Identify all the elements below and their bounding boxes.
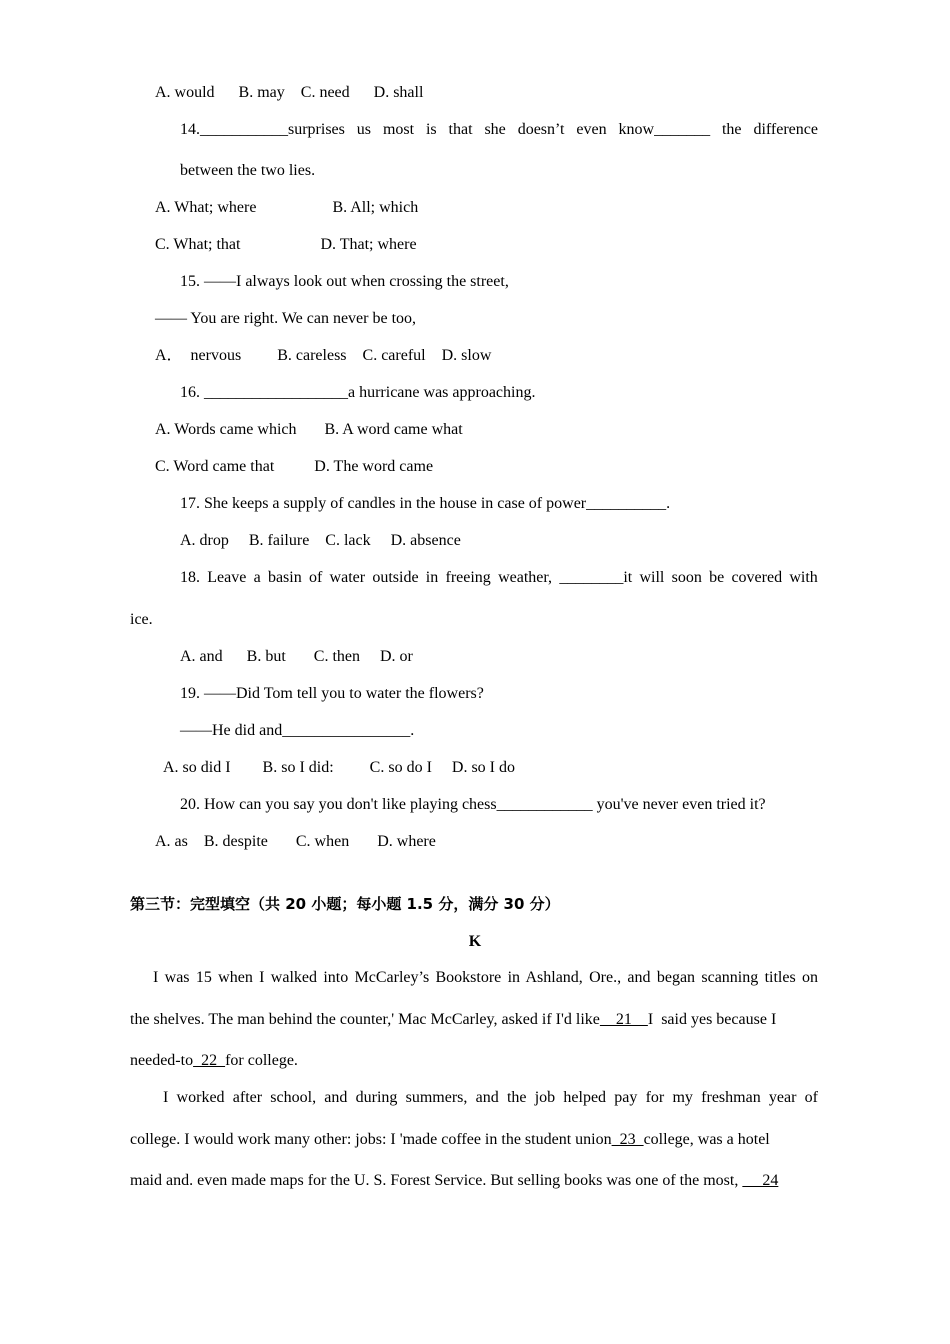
passage-text: maid and. even made maps for the U. S. Forest Service. But selling books was one of the most, [130, 1172, 739, 1189]
q18-word: soon [671, 569, 702, 586]
passage-p2-line2 [130, 1130, 770, 1150]
blank-21: 21 [599, 1011, 648, 1028]
q14-options-cd: C. What; that D. That; where [155, 236, 417, 253]
q20-stem: 20. How can you say you don't like playing chess____________ you've never even tried it? [180, 796, 766, 813]
q15-stem: 15. ——I always look out when crossing the street, [180, 273, 509, 290]
q18-word: in [425, 569, 439, 586]
q19-reply: ——He did and________________. [180, 722, 415, 739]
q19-stem: 19. ——Did Tom tell you to water the flowers? [180, 685, 484, 702]
q18-stem-continued: ice. [130, 611, 153, 628]
q14-stem [180, 120, 818, 140]
q14-word: doesn’t [517, 121, 565, 138]
passage-p1-line2 [130, 1010, 776, 1030]
q18-word: basin [267, 569, 302, 586]
passage-text: college, was a hotel [643, 1131, 770, 1148]
q15-options: A． nervous B. careless C. careful D. slow [155, 347, 492, 364]
q14-word: difference [753, 121, 818, 138]
q14-word: know_______ [618, 121, 711, 138]
blank-23: 23 [611, 1131, 644, 1148]
passage-text: for college. [225, 1052, 298, 1069]
q18-word: covered [731, 569, 783, 586]
q14-word: most [382, 121, 415, 138]
q18-word: weather, [498, 569, 553, 586]
q14-word: is [425, 121, 437, 138]
q17-stem: 17. She keeps a supply of candles in the house in case of power__________. [180, 495, 671, 512]
q14-word: the [721, 121, 742, 138]
passage-p2-line1: I worked after school, and during summers, and the job helped pay for my freshman year of [163, 1089, 818, 1106]
q14-word: that [448, 121, 473, 138]
q14-options-ab: A. What; where B. All; which [155, 199, 419, 216]
q18-word: will [639, 569, 665, 586]
passage-p2-line3 [130, 1171, 778, 1191]
blank-24: 24 [742, 1172, 779, 1189]
q14-word: us [356, 121, 372, 138]
passage-text: college. I would work many other: jobs: I 'made coffee in the student union [130, 1131, 612, 1148]
passage-p1-line1: I was 15 when I walked into McCarley’s Bookstore in Ashland, Ore., and began scanning titles on [153, 969, 818, 986]
passage-p1-line3 [130, 1051, 298, 1071]
q16-stem: 16. __________________a hurricane was approaching. [180, 384, 536, 401]
q18-word: outside [372, 569, 419, 586]
passage-text: needed-to [130, 1052, 194, 1069]
q19-options: A. so did I B. so I did: C. so do I D. so I do [163, 759, 516, 776]
q15-reply: —— You are right. We can never be too, [155, 310, 417, 327]
passage-text: I said yes because I [647, 1011, 777, 1028]
q18-word: be [709, 569, 725, 586]
q18-stem [180, 568, 818, 588]
q17-options: A. drop B. failure C. lack D. absence [180, 532, 461, 549]
q18-word: freeing [445, 569, 491, 586]
q16-options-cd: C. Word came that D. The word came [155, 458, 434, 475]
q14-stem-continued: between the two lies. [180, 162, 316, 179]
q13-options: A. would B. may C. need D. shall [155, 84, 424, 101]
section-heading: 第三节：完型填空（共 20 小题；每小题 1.5 分，满分 30 分） [130, 895, 560, 913]
passage-text: the shelves. The man behind the counter,' Mac McCarley, asked if I'd like [130, 1011, 600, 1028]
q14-word: 14.___________surprises [180, 121, 345, 138]
q16-options-ab: A. Words came which B. A word came what [155, 421, 463, 438]
q18-word: Leave [207, 569, 247, 586]
q18-options: A. and B. but C. then D. or [180, 648, 413, 665]
q20-options: A. as B. despite C. when D. where [155, 833, 436, 850]
q14-word: even [576, 121, 607, 138]
q18-word: ________it [559, 569, 633, 586]
q18-word: 18. [180, 569, 200, 586]
q18-word: a [253, 569, 261, 586]
q18-word: water [329, 569, 366, 586]
q14-word: she [484, 121, 506, 138]
blank-22: 22 [193, 1052, 226, 1069]
passage-title: K [468, 933, 482, 950]
q18-word: of [308, 569, 323, 586]
q18-word: with [789, 569, 818, 586]
